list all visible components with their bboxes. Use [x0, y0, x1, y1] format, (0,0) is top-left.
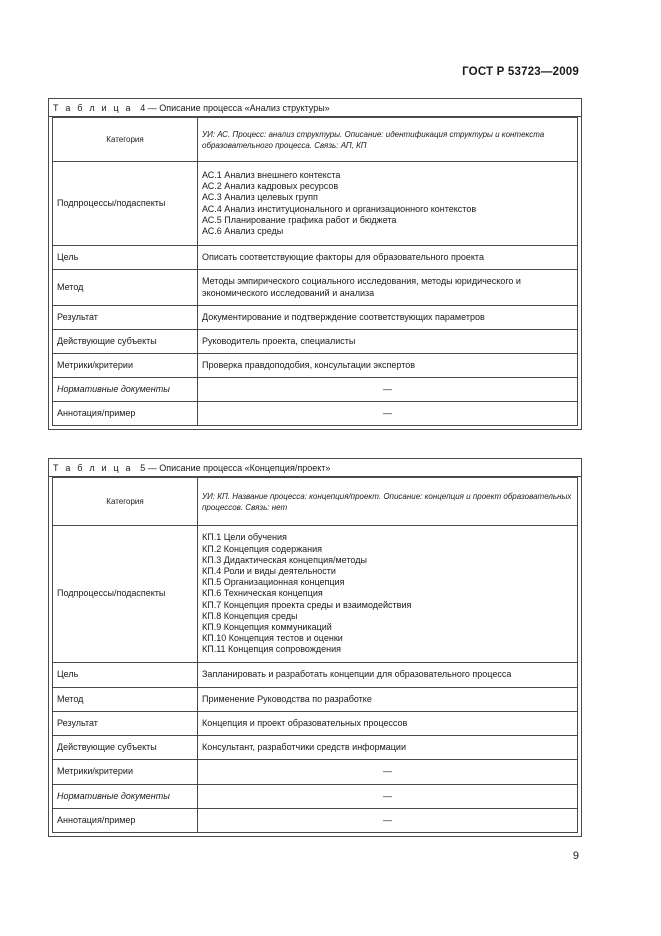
- row-label: Действующие субъекты: [53, 330, 198, 354]
- list-item: КП.11 Концепция сопровождения: [202, 644, 341, 655]
- table-5-caption: Т а б л и ц а 5 — Описание процесса «Концепция/проект»: [49, 459, 581, 477]
- list-item: АС.3 Анализ целевых групп: [202, 192, 318, 203]
- table-row: [53, 270, 578, 306]
- list-item: АС.1 Анализ внешнего контекста: [202, 169, 341, 180]
- row-value: —: [198, 760, 578, 785]
- list-item: АС.6 Анализ среды: [202, 225, 284, 236]
- table-row: [53, 246, 578, 270]
- row-label: Результат: [53, 306, 198, 330]
- row-value: Руководитель проекта, специалисты: [198, 330, 578, 354]
- list-item: КП.3 Дидактическая концепция/методы: [202, 554, 367, 565]
- row-label: Метрики/критерии: [53, 354, 198, 378]
- list-item: АС.2 Анализ кадровых ресурсов: [202, 181, 339, 192]
- subprocess-label: Подпроцессы/подаспекты: [53, 526, 198, 663]
- row-label: Метод: [53, 688, 198, 712]
- row-label: Метрики/критерии: [53, 760, 198, 785]
- row-label: Цель: [53, 246, 198, 270]
- table-4-caption: Т а б л и ц а 4 — Описание процесса «Анализ структуры»: [49, 99, 581, 117]
- table-row: [53, 809, 578, 833]
- category-label: Категория: [53, 118, 198, 162]
- row-label: Нормативные документы: [53, 785, 198, 809]
- table-row: [53, 663, 578, 688]
- table-4: [48, 98, 582, 430]
- list-item: КП.6 Техническая концепция: [202, 588, 323, 599]
- table-row: [53, 118, 578, 162]
- list-item: КП.8 Концепция среды: [202, 610, 298, 621]
- table-row: [53, 526, 578, 663]
- row-label: Аннотация/пример: [53, 402, 198, 426]
- table-5: [48, 458, 582, 837]
- list-item: КП.4 Роли и виды деятельности: [202, 565, 336, 576]
- row-value: Описать соответствующие факторы для образовательного проекта: [198, 246, 578, 270]
- subprocess-list: [198, 162, 578, 246]
- row-label: Нормативные документы: [53, 378, 198, 402]
- row-value: Концепция и проект образовательных процессов: [198, 712, 578, 736]
- document-standard-number: ГОСТ Р 53723—2009: [462, 66, 579, 78]
- category-value: УИ: АС. Процесс: анализ структуры. Описание: идентификация структуры и контекста образовательного процесса. Связь: АП, КП: [198, 118, 578, 162]
- table-row: [53, 330, 578, 354]
- row-label: Аннотация/пример: [53, 809, 198, 833]
- list-item: КП.2 Концепция содержания: [202, 543, 322, 554]
- row-value: Документирование и подтверждение соответствующих параметров: [198, 306, 578, 330]
- list-item: КП.1 Цели обучения: [202, 532, 287, 543]
- subprocess-list: [198, 526, 578, 663]
- list-item: АС.4 Анализ институционального и организационного контекстов: [202, 203, 477, 214]
- row-value: Методы эмпирического социального исследования, методы юридического и экономического исследований и анализа: [198, 270, 578, 306]
- row-label: Метод: [53, 270, 198, 306]
- row-value: —: [198, 378, 578, 402]
- table-row: [53, 162, 578, 246]
- row-value: —: [198, 402, 578, 426]
- list-item: КП.5 Организационная концепция: [202, 577, 345, 588]
- list-item: КП.7 Концепция проекта среды и взаимодействия: [202, 599, 412, 610]
- row-value: —: [198, 785, 578, 809]
- category-label: Категория: [53, 478, 198, 526]
- table-row: [53, 736, 578, 760]
- list-item: КП.10 Концепция тестов и оценки: [202, 633, 343, 644]
- row-value: Применение Руководства по разработке: [198, 688, 578, 712]
- table-row: [53, 478, 578, 526]
- table-row: [53, 378, 578, 402]
- page-number: 9: [572, 850, 579, 862]
- table-row: [53, 402, 578, 426]
- row-label: Цель: [53, 663, 198, 688]
- list-item: КП.9 Концепция коммуникаций: [202, 622, 332, 632]
- table-row: [53, 760, 578, 785]
- table-row: [53, 785, 578, 809]
- table-row: [53, 688, 578, 712]
- row-value: Проверка правдоподобия, консультации экспертов: [198, 354, 578, 378]
- subprocess-label: Подпроцессы/подаспекты: [53, 162, 198, 246]
- table-row: [53, 354, 578, 378]
- row-label: Результат: [53, 712, 198, 736]
- table-row: [53, 712, 578, 736]
- row-value: Запланировать и разработать концепции для образовательного процесса: [198, 663, 578, 688]
- category-value: УИ: КП. Название процесса: концепция/проект. Описание: концепция и проект образовательных процессов. Связь: нет: [198, 478, 578, 526]
- list-item: АС.5 Планирование графика работ и бюджета: [202, 214, 397, 225]
- row-value: —: [198, 809, 578, 833]
- table-row: [53, 306, 578, 330]
- row-label: Действующие субъекты: [53, 736, 198, 760]
- row-value: Консультант, разработчики средств информации: [198, 736, 578, 760]
